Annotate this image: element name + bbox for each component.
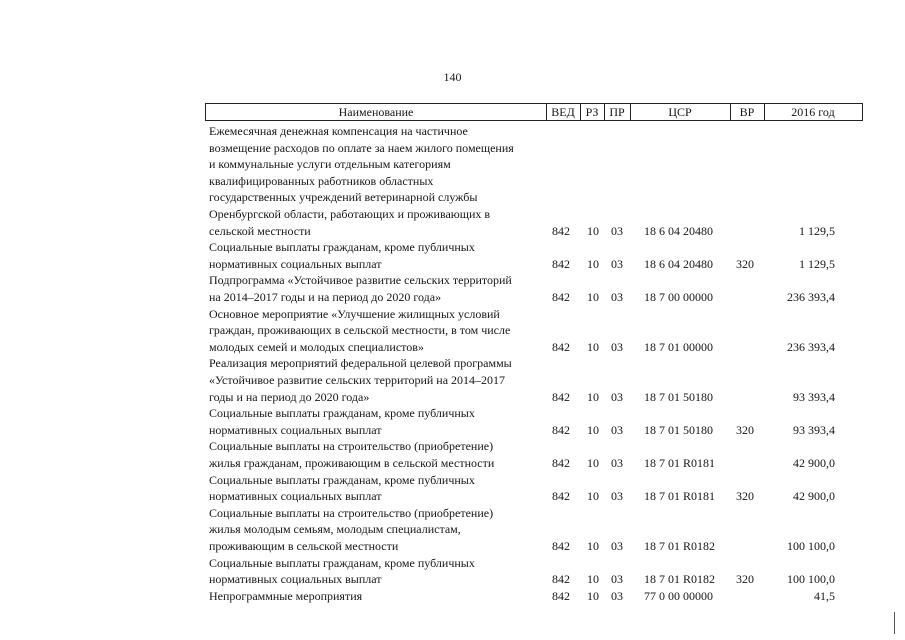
row-rz: 10 (587, 539, 599, 553)
header-rz: РЗ (585, 105, 599, 119)
table-row (0, 272, 905, 305)
row-rz: 10 (587, 489, 599, 504)
row-rz: 10 (587, 572, 599, 587)
row-name-line: квалифицированных работников областных (209, 173, 434, 188)
row-pr: 03 (611, 289, 623, 304)
row-rz: 10 (587, 289, 599, 304)
row-vr: 320 (736, 256, 754, 271)
row-sum: 236 393,4 (787, 339, 835, 354)
row-name (209, 505, 539, 555)
row-name-line: жилья гражданам, проживающим в сельской местности (209, 455, 495, 470)
row-sum: 100 100,0 (787, 572, 835, 587)
row-sum: 1 129,5 (799, 223, 835, 238)
row-ved: 842 (552, 455, 570, 470)
row-name (209, 306, 539, 356)
row-name-line: нормативных социальных выплат (209, 422, 382, 437)
row-pr: 03 (611, 572, 623, 587)
row-name (209, 123, 539, 239)
row-name-line: Социальные выплаты гражданам, кроме публичных (209, 406, 475, 421)
row-name (209, 272, 539, 305)
row-pr: 03 (611, 588, 623, 603)
row-sum: 93 393,4 (793, 389, 835, 404)
row-csr: 18 7 01 R0182 (644, 572, 716, 587)
row-csr: 18 7 01 R0182 (644, 539, 716, 553)
row-ved: 842 (552, 489, 570, 504)
table-row (0, 306, 905, 356)
row-csr: 18 7 01 00000 (644, 339, 713, 354)
row-csr: 18 7 01 50180 (644, 389, 713, 404)
row-sum: 236 393,4 (787, 289, 835, 304)
row-ved: 842 (552, 572, 570, 587)
row-rz: 10 (587, 256, 599, 271)
row-name-line: на 2014–2017 годы и на период до 2020 года» (209, 289, 442, 304)
row-name (209, 472, 539, 505)
row-name-line: Реализация мероприятий федеральной целевой программы (209, 356, 512, 371)
table-row (0, 505, 905, 555)
row-name-line: «Устойчивое развитие сельских территорий на 2014–2017 (209, 372, 506, 387)
row-ved: 842 (552, 223, 570, 238)
row-pr: 03 (611, 422, 623, 437)
row-name-line: возмещение расходов по оплате за наем жилого помещения (209, 140, 514, 155)
row-csr: 18 7 00 00000 (644, 289, 713, 304)
row-pr: 03 (611, 389, 623, 404)
row-name-line: Социальные выплаты на строительство (приобретение) (209, 505, 494, 520)
row-csr: 18 6 04 20480 (644, 223, 713, 238)
row-sum: 41,5 (814, 588, 835, 603)
row-name-line: Социальные выплаты гражданам, кроме публичных (209, 555, 475, 570)
header-pr: ПР (609, 105, 625, 119)
row-name-line: Ежемесячная денежная компенсация на частичное (209, 124, 468, 138)
row-name (209, 555, 539, 588)
row-name-line: Подпрограмма «Устойчивое развитие сельских территорий (209, 273, 512, 288)
row-name-line: Социальные выплаты гражданам, кроме публичных (209, 472, 475, 487)
table-row (0, 405, 905, 438)
row-vr: 320 (736, 422, 754, 437)
row-name-line: Социальные выплаты на строительство (приобретение) (209, 439, 494, 454)
row-name-line: нормативных социальных выплат (209, 489, 382, 504)
row-sum: 100 100,0 (787, 539, 835, 553)
row-pr: 03 (611, 223, 623, 238)
header-vr: ВР (739, 105, 755, 119)
row-rz: 10 (587, 455, 599, 470)
row-name-line: и коммунальные услуги отдельным категориям (209, 157, 451, 172)
row-sum: 1 129,5 (799, 256, 835, 271)
row-csr: 18 6 04 20480 (644, 256, 713, 271)
table-row (0, 588, 905, 605)
row-ved: 842 (552, 389, 570, 404)
page-number: 140 (443, 70, 462, 84)
row-pr: 03 (611, 489, 623, 504)
row-rz: 10 (587, 339, 599, 354)
row-pr: 03 (611, 339, 623, 354)
row-name-line: Непрограммные мероприятия (209, 588, 363, 603)
row-csr: 77 0 00 00000 (644, 588, 713, 603)
row-rz: 10 (587, 389, 599, 404)
table-row (0, 239, 905, 272)
edge-mark (894, 612, 895, 634)
table-row (0, 438, 905, 471)
row-pr: 03 (611, 256, 623, 271)
table-row (0, 355, 905, 405)
header-ved: ВЕД (551, 105, 575, 119)
row-vr: 320 (736, 572, 754, 587)
row-name (209, 438, 539, 471)
row-name (209, 355, 539, 405)
row-sum: 42 900,0 (793, 455, 835, 470)
row-ved: 842 (552, 588, 570, 603)
row-name-line: Социальные выплаты гражданам, кроме публичных (209, 240, 475, 255)
row-rz: 10 (587, 422, 599, 437)
row-ved: 842 (552, 339, 570, 354)
row-name-line: государственных учреждений ветеринарной службы (209, 190, 478, 205)
row-csr: 18 7 01 R0181 (644, 455, 716, 470)
row-name (209, 239, 539, 272)
header-csr: ЦСР (668, 105, 692, 119)
header-year: 2016 год (791, 105, 835, 119)
row-name-line: Оренбургской области, работающих и проживающих в (209, 206, 491, 221)
row-name-line: граждан, проживающих в сельской местности, в том числе (209, 323, 511, 338)
row-csr: 18 7 01 50180 (644, 422, 713, 437)
row-name (209, 405, 539, 438)
row-name-line: сельской местности (209, 223, 311, 238)
table-row (0, 123, 905, 239)
row-name-line: нормативных социальных выплат (209, 256, 382, 271)
row-sum: 93 393,4 (793, 422, 835, 437)
row-vr: 320 (736, 489, 754, 504)
row-ved: 842 (552, 422, 570, 437)
row-csr: 18 7 01 R0181 (644, 489, 716, 504)
row-rz: 10 (587, 588, 599, 603)
row-name-line: молодых семей и молодых специалистов» (209, 339, 424, 354)
table-row (0, 472, 905, 505)
row-rz: 10 (587, 223, 599, 238)
header-name: Наименование (338, 105, 414, 119)
row-name-line: проживающим в сельской местности (209, 538, 399, 553)
table-row (0, 555, 905, 588)
row-name-line: жилья молодым семьям, молодым специалистам, (209, 522, 461, 537)
row-name (209, 588, 539, 605)
row-name-line: нормативных социальных выплат (209, 572, 382, 587)
row-name-line: годы и на период до 2020 года» (209, 389, 370, 404)
row-ved: 842 (552, 539, 570, 553)
row-name-line: Основное мероприятие «Улучшение жилищных условий (209, 306, 500, 321)
row-pr: 03 (611, 455, 623, 470)
row-ved: 842 (552, 289, 570, 304)
row-ved: 842 (552, 256, 570, 271)
row-sum: 42 900,0 (793, 489, 835, 504)
row-pr: 03 (611, 539, 623, 553)
